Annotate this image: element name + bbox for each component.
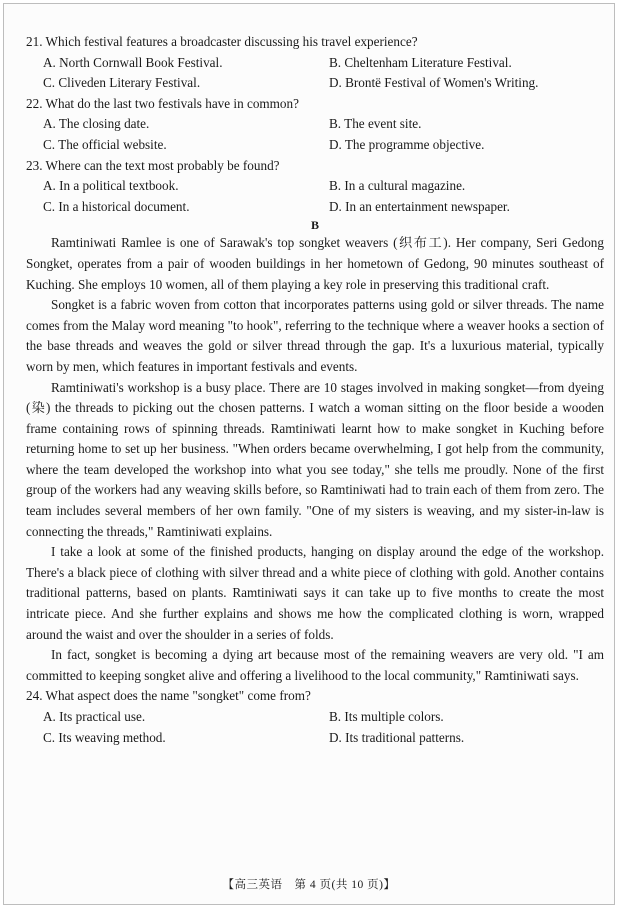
exam-page: [3, 3, 615, 905]
question-stem: 21. Which festival features a broadcaster discussing his travel experience?: [26, 34, 418, 49]
passage-paragraph: In fact, songket is becoming a dying art because most of the remaining weavers are very old. "I am committed to keeping songket alive and offering a livelihood to the local community," Ramtiniwati says.: [26, 647, 604, 683]
page-content: [26, 32, 604, 748]
option-a: A. Its practical use.: [43, 709, 146, 724]
option-d: D. The programme objective.: [329, 136, 485, 152]
question-stem: 22. What do the last two festivals have in common?: [26, 95, 299, 111]
question-stem: 23. Where can the text most probably be found?: [26, 157, 280, 173]
passage-paragraph: Songket is a fabric woven from cotton that incorporates patterns using gold or silver threads. The name comes from the Malay word meaning "to hook", referring to the technique where a weaver hooks a section of the base threads and weaves the gold or silver thread through the gap. It's a luxurious material, typically worn by men, which features in important festivals and events.: [26, 297, 604, 374]
option-b: B. Its multiple colors.: [329, 709, 444, 724]
option-c: C. The official website.: [43, 136, 167, 152]
option-list: [26, 53, 604, 94]
option-a: A. The closing date.: [43, 116, 150, 132]
option-a: A. In a political textbook.: [43, 178, 179, 194]
page-footer: 【高三英语 第 4 页(共 10 页)】: [222, 879, 396, 891]
question-21: [26, 32, 604, 94]
reading-passage: [26, 233, 604, 686]
option-list: [26, 114, 604, 155]
question-22: [26, 94, 604, 156]
option-list: [26, 707, 604, 748]
passage-paragraph: I take a look at some of the finished products, hanging on display around the edge of the workshop. There's a black piece of clothing with silver thread and a white piece of clothing with gold. Another contains traditional patterns, based on plants. Ramtiniwati says it can take up to five months to create the most intricate piece. And she further explains and shows me how the complicated clothing is worn, wrapped around the waist and over the shoulder in a series of folds.: [26, 544, 604, 642]
option-list: [26, 176, 604, 217]
option-c: C. Cliveden Literary Festival.: [43, 75, 201, 91]
option-c: C. In a historical document.: [43, 198, 190, 214]
option-d: D. In an entertainment newspaper.: [329, 198, 510, 214]
option-b: B. The event site.: [329, 116, 422, 132]
option-d: D. Brontë Festival of Women's Writing.: [329, 75, 539, 91]
option-d: D. Its traditional patterns.: [329, 729, 465, 745]
option-a: A. North Cornwall Book Festival.: [43, 54, 223, 70]
question-stem: 24. What aspect does the name "songket" come from?: [26, 688, 311, 704]
section-heading: B: [310, 218, 319, 233]
option-b: B. In a cultural magazine.: [329, 178, 466, 194]
option-c: C. Its weaving method.: [43, 729, 166, 745]
passage-paragraph: Ramtiniwati's workshop is a busy place. There are 10 stages involved in making songket—from dyeing (染) the threads to picking out the chosen patterns. I watch a woman sitting on the floor beside a wooden frame containing rows of spinning threads. Ramtiniwati learnt how to make songket in Kuching before returning home to set up her business. "When orders became overwhelming, I got help from the community, where the team developed the workshop into what you see today," she tells me proudly. None of the first group of the workers had any weaving skills before, so Ramtiniwati had to train each of them from zero. The team includes several members of her own family. "One of my sisters is weaving, and my sister-in-law is connecting the threads," Ramtiniwati explains.: [26, 379, 604, 539]
question-23: [26, 156, 604, 218]
option-b: B. Cheltenham Literature Festival.: [329, 54, 512, 70]
question-24: [26, 686, 604, 748]
passage-paragraph: Ramtiniwati Ramlee is one of Sarawak's top songket weavers (织布工). Her company, Seri Gedong Songket, operates from a pair of wooden buildings in her hometown of Gedong, 90 minutes southeast of Kuching. She employs 10 women, all of them playing a key role in preserving this traditional craft.: [26, 235, 604, 292]
